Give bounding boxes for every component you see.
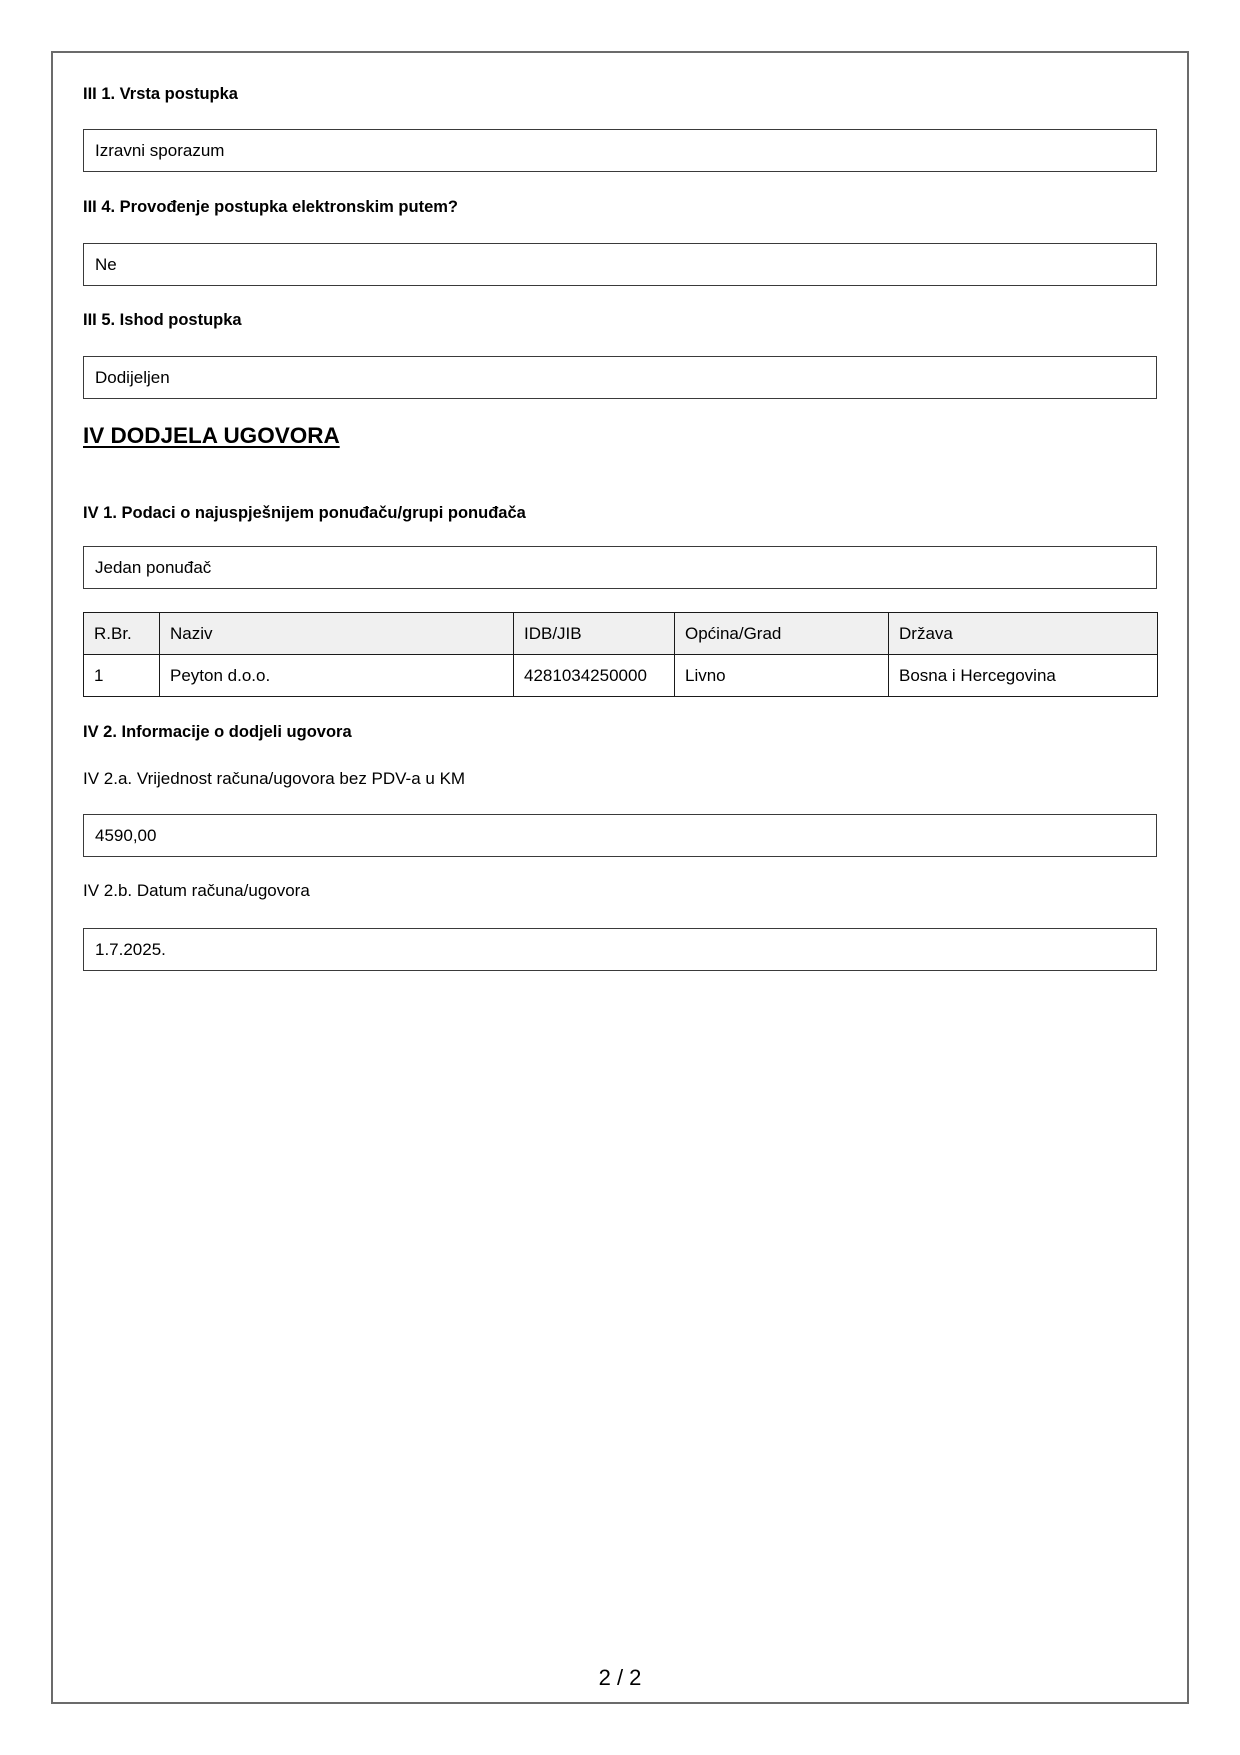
page-frame <box>51 51 1189 1704</box>
column-header-municipality: Općina/Grad <box>675 613 889 655</box>
table-header-row <box>84 613 1158 655</box>
field-contract-value-value: 4590,00 <box>95 826 157 845</box>
cell-municipality: Livno <box>675 655 889 697</box>
field-contract-date-value: 1.7.2025. <box>95 940 166 959</box>
field-electronic-procedure <box>83 243 1157 286</box>
field-contract-value <box>83 814 1157 857</box>
heading-electronic-procedure: III 4. Provođenje postupka elektronskim putem? <box>83 198 459 216</box>
column-header-country: Država <box>889 613 1158 655</box>
cell-country: Bosna i Hercegovina <box>889 655 1158 697</box>
column-header-id: IDB/JIB <box>514 613 675 655</box>
cell-id: 4281034250000 <box>514 655 675 697</box>
section-title-contract-award: IV DODJELA UGOVORA <box>83 423 340 448</box>
heading-award-info: IV 2. Informacije o dodjeli ugovora <box>83 723 352 741</box>
field-procedure-outcome <box>83 356 1157 399</box>
field-procedure-type-value: Izravni sporazum <box>95 141 225 160</box>
column-header-name: Naziv <box>160 613 514 655</box>
field-procedure-type <box>83 129 1157 172</box>
page-number: 2 / 2 <box>598 1665 642 1690</box>
field-contract-date <box>83 928 1157 971</box>
label-contract-value: IV 2.a. Vrijednost računa/ugovora bez PDV-a u KM <box>83 769 466 788</box>
heading-procedure-outcome: III 5. Ishod postupka <box>83 311 242 329</box>
table-row <box>84 655 1158 697</box>
label-contract-date: IV 2.b. Datum računa/ugovora <box>83 881 310 900</box>
cell-name: Peyton d.o.o. <box>160 655 514 697</box>
field-bidder-type-value: Jedan ponuđač <box>95 558 212 577</box>
heading-procedure-type: III 1. Vrsta postupka <box>83 85 238 103</box>
heading-best-bidder: IV 1. Podaci o najuspješnijem ponuđaču/grupi ponuđača <box>83 504 526 522</box>
field-procedure-outcome-value: Dodijeljen <box>95 368 170 387</box>
column-header-number: R.Br. <box>84 613 160 655</box>
field-bidder-type <box>83 546 1157 589</box>
bidders-table <box>83 612 1158 697</box>
cell-number: 1 <box>84 655 160 697</box>
field-electronic-procedure-value: Ne <box>95 255 117 274</box>
